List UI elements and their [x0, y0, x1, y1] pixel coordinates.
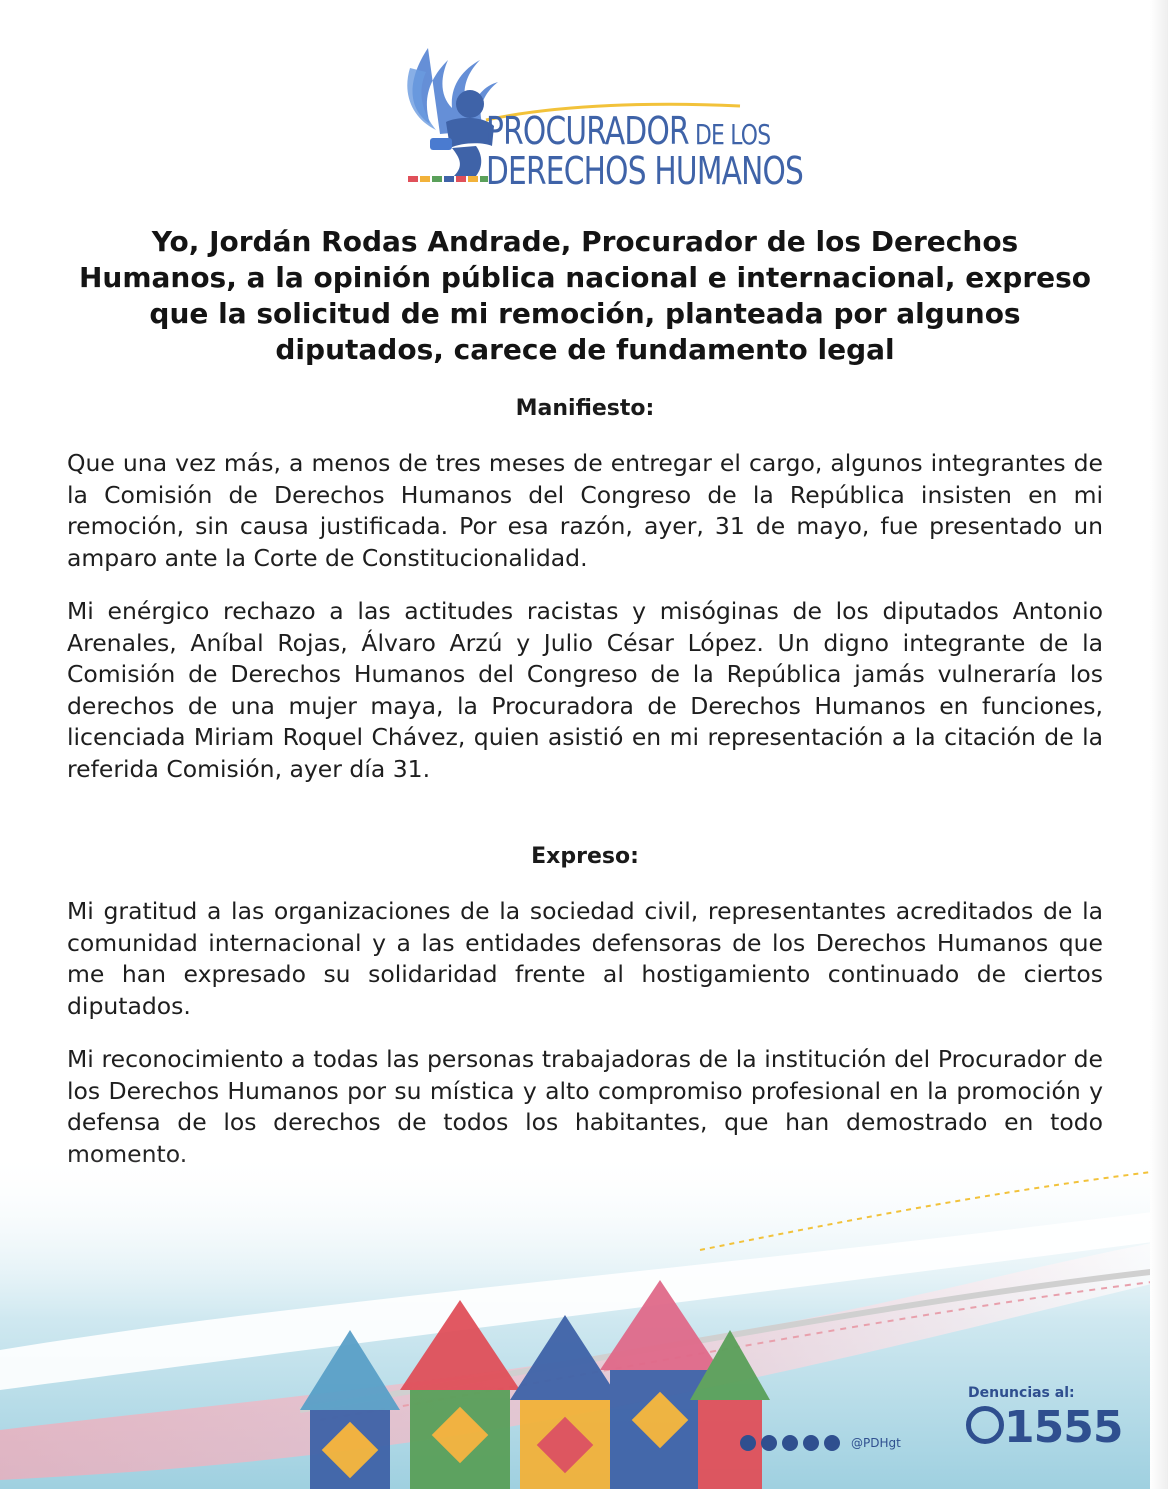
expreso-title: Expreso:	[531, 844, 639, 869]
social-handle: @PDHgt	[851, 1436, 901, 1450]
logo-wordmark	[486, 109, 804, 193]
twitter-icon[interactable]	[803, 1435, 819, 1451]
headline: Yo, Jordán Rodas Andrade, Procurador de los Derechos Humanos, a la opinión pública nacional e internacional, expreso que la solicitud de mi remoción, planteada por algunos diputados, carece de fundamento legal	[78, 225, 1092, 366]
denuncias-label: Denuncias al:	[968, 1385, 1075, 1401]
paragraph-4: Mi reconocimiento a todas las personas trabajadoras de la institución del Procurador de los Derechos Humanos por su mística y alto compromiso profesional en la promoción y defensa de los derechos de todos los habitantes, que han demostrado en todo	[67, 1045, 1103, 1137]
logo-line1-delos: DE LOS	[688, 118, 771, 151]
facebook-icon[interactable]	[740, 1435, 756, 1451]
phone-icon	[966, 1406, 1004, 1444]
tiktok-icon[interactable]	[824, 1435, 840, 1451]
paragraph-2: Mi enérgico rechazo a las actitudes racistas y misóginas de los diputados Antonio Arenales, Aníbal Rojas, Álvaro Arzú y Julio César López. Un digno integrante de la Comisión de Derechos Humanos del Congreso de la República jamás vulneraría los derechos de una mujer maya, la Procuradora de Derechos Humanos en funciones, licenciada Miriam Roquel Chávez, quien asistió en mi representación a la citación de la referida Comisión, ayer día 31.	[67, 597, 1103, 783]
paragraph-1: Que una vez más, a menos de tres meses de entregar el cargo, algunos integrantes de la Comisión de Derechos Humanos del Congreso de la República insisten en mi remoción, sin causa justificada. Por esa razón, ayer, 31 de mayo, fue presentado un amparo ante la Corte de Constitucionalidad.	[67, 449, 1103, 572]
hotline-number: 1555	[1004, 1402, 1123, 1453]
manifiesto-title: Manifiesto:	[515, 396, 655, 421]
paragraph-3: Mi gratitud a las organizaciones de la sociedad civil, representantes acreditados de la comunidad internacional y a las entidades defensoras de los Derechos Humanos que me han expresado su solidaridad frente al hostigamiento continuado de ciertos diputados.	[67, 897, 1103, 1020]
youtube-icon[interactable]	[782, 1435, 798, 1451]
logo-line1-procurador: PROCURADOR	[486, 109, 689, 153]
instagram-icon[interactable]	[761, 1435, 777, 1451]
social-links	[740, 1435, 901, 1451]
page-edge-shadow	[1150, 0, 1168, 1489]
logo-line2: DERECHOS HUMANOS	[486, 149, 804, 193]
